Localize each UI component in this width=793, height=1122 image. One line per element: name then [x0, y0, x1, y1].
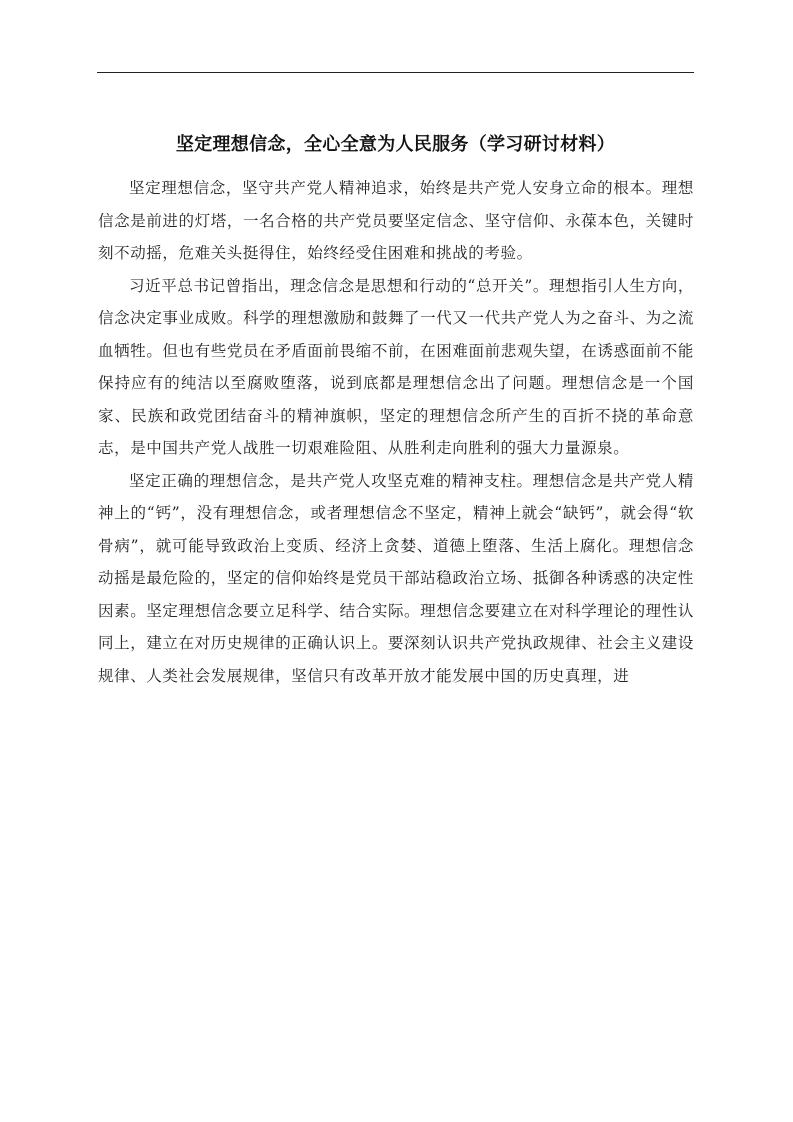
document-title: 坚定理想信念，全心全意为人民服务（学习研讨材料） — [175, 134, 616, 155]
paragraph-3: 坚定正确的理想信念，是共产党人攻坚克难的精神支柱。理想信念是共产党人精神上的“钙”，没有理想信念，或者理想信念不坚定，精神上就会“缺钙”，就会得“软骨病”，就可能导致政治上变质、经济上贪婪、道德上堕落、生活上腐化。理想信念动摇是最危险的，坚定的信仰始终是党员干部站稳政治立场、抵御各种诱惑的决定性因素。坚定理想信念要立足科学、结合实际。理想信念要建立在对科学理论的理性认同上，建立在对历史规律的正确认识上。要深刻认识共产党执政规律、社会主义建设规律、人类社会发展规律，坚信只有改革开放才能发展中国的历史真理，进 — [98, 471, 694, 685]
document-body — [98, 172, 694, 692]
header-rule — [97, 72, 694, 73]
paragraph-1: 坚定理想信念，坚守共产党人精神追求，始终是共产党人安身立命的根本。理想信念是前进的灯塔，一名合格的共产党员要坚定信念、坚守信仰、永葆本色，关键时刻不动摇，危难关头挺得住，始终经受住困难和挑战的考验。 — [98, 179, 694, 262]
paragraph-2: 习近平总书记曾指出，理念信念是思想和行动的“总开关”。理想指引人生方向，信念决定事业成败。科学的理想激励和鼓舞了一代又一代共产党人为之奋斗、为之流血牺牲。但也有些党员在矛盾面前畏缩不前，在困难面前悲观失望，在诱惑面前不能保持应有的纯洁以至腐败堕落，说到底都是理想信念出了问题。理想信念是一个国家、民族和政党团结奋斗的精神旗帜，坚定的理想信念所产生的百折不挠的革命意志，是中国共产党人战胜一切艰难险阻、从胜利走向胜利的强大力量源泉。 — [98, 276, 694, 457]
